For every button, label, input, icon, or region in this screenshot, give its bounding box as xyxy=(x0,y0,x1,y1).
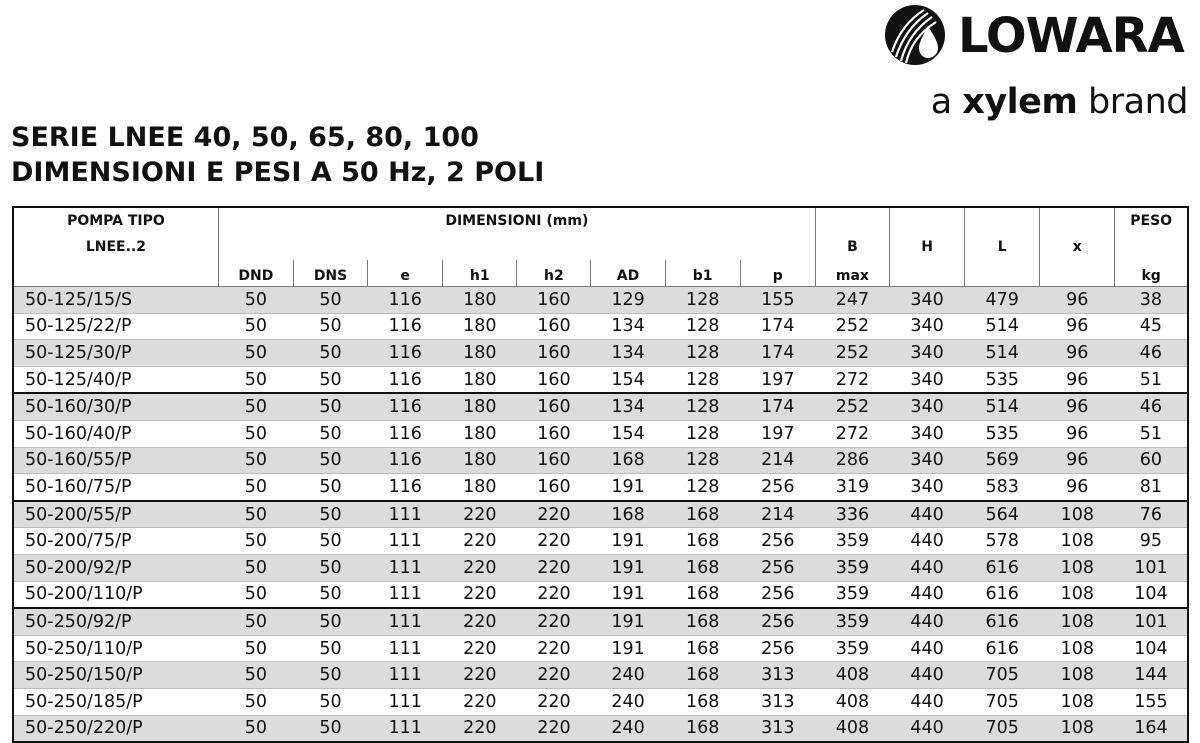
cell-value: 180 xyxy=(443,366,517,393)
cell-value: 111 xyxy=(368,581,443,608)
cell-value: 164 xyxy=(1115,715,1188,742)
cell-value: 220 xyxy=(443,581,517,608)
cell-value: 160 xyxy=(517,340,591,367)
cell-value: 359 xyxy=(815,554,889,581)
cell-value: 160 xyxy=(517,393,591,420)
header-h: H xyxy=(889,234,964,260)
cell-value: 191 xyxy=(591,608,665,635)
cell-value: 616 xyxy=(965,608,1040,635)
cell-value: 191 xyxy=(591,581,665,608)
cell-value: 116 xyxy=(368,393,443,420)
cell-value: 440 xyxy=(889,715,964,742)
cell-value: 616 xyxy=(965,554,1040,581)
cell-value: 46 xyxy=(1115,393,1188,420)
cell-pump-model: 50-200/110/P xyxy=(13,581,218,608)
cell-value: 220 xyxy=(443,635,517,662)
header-h1: h1 xyxy=(443,260,517,287)
table-row xyxy=(13,474,1188,501)
cell-value: 256 xyxy=(740,608,815,635)
cell-value: 96 xyxy=(1040,447,1115,474)
cell-value: 514 xyxy=(965,340,1040,367)
cell-value: 128 xyxy=(665,366,740,393)
cell-value: 214 xyxy=(740,447,815,474)
cell-value: 111 xyxy=(368,715,443,742)
cell-value: 220 xyxy=(443,554,517,581)
cell-value: 240 xyxy=(591,688,665,715)
header-dnd: DND xyxy=(218,260,293,287)
cell-value: 440 xyxy=(889,581,964,608)
cell-value: 108 xyxy=(1040,501,1115,528)
header-h2: h2 xyxy=(517,260,591,287)
cell-value: 50 xyxy=(218,474,293,501)
cell-value: 116 xyxy=(368,447,443,474)
cell-value: 111 xyxy=(368,635,443,662)
cell-value: 128 xyxy=(665,474,740,501)
cell-value: 134 xyxy=(591,313,665,340)
tagline-prefix: a xyxy=(930,82,952,122)
cell-value: 174 xyxy=(740,393,815,420)
cell-value: 313 xyxy=(740,688,815,715)
cell-value: 50 xyxy=(218,501,293,528)
cell-value: 564 xyxy=(965,501,1040,528)
cell-value: 220 xyxy=(517,688,591,715)
cell-value: 50 xyxy=(218,715,293,742)
cell-value: 46 xyxy=(1115,340,1188,367)
cell-value: 408 xyxy=(815,688,889,715)
cell-value: 96 xyxy=(1040,287,1115,314)
cell-value: 51 xyxy=(1115,420,1188,447)
cell-value: 191 xyxy=(591,635,665,662)
cell-value: 96 xyxy=(1040,474,1115,501)
cell-value: 51 xyxy=(1115,366,1188,393)
cell-value: 128 xyxy=(665,287,740,314)
header-x: x xyxy=(1040,234,1115,260)
cell-value: 616 xyxy=(965,635,1040,662)
cell-value: 180 xyxy=(443,420,517,447)
table-body xyxy=(13,287,1188,743)
cell-value: 128 xyxy=(665,420,740,447)
cell-value: 50 xyxy=(293,581,367,608)
cell-value: 168 xyxy=(665,608,740,635)
cell-value: 96 xyxy=(1040,420,1115,447)
cell-value: 440 xyxy=(889,608,964,635)
cell-value: 108 xyxy=(1040,635,1115,662)
cell-value: 180 xyxy=(443,340,517,367)
cell-pump-model: 50-160/30/P xyxy=(13,393,218,420)
cell-value: 220 xyxy=(517,581,591,608)
cell-value: 340 xyxy=(889,447,964,474)
table-row xyxy=(13,608,1188,635)
cell-value: 111 xyxy=(368,608,443,635)
cell-value: 479 xyxy=(965,287,1040,314)
cell-value: 256 xyxy=(740,474,815,501)
header-dns: DNS xyxy=(293,260,367,287)
cell-value: 168 xyxy=(665,581,740,608)
cell-value: 220 xyxy=(443,662,517,689)
cell-value: 45 xyxy=(1115,313,1188,340)
cell-pump-model: 50-125/30/P xyxy=(13,340,218,367)
cell-pump-model: 50-250/185/P xyxy=(13,688,218,715)
cell-value: 50 xyxy=(293,287,367,314)
cell-value: 220 xyxy=(517,608,591,635)
cell-value: 578 xyxy=(965,528,1040,555)
cell-value: 116 xyxy=(368,474,443,501)
cell-value: 128 xyxy=(665,393,740,420)
cell-value: 116 xyxy=(368,340,443,367)
cell-value: 174 xyxy=(740,313,815,340)
cell-value: 247 xyxy=(815,287,889,314)
cell-value: 101 xyxy=(1115,554,1188,581)
cell-value: 440 xyxy=(889,554,964,581)
cell-value: 440 xyxy=(889,635,964,662)
header-ad: AD xyxy=(591,260,665,287)
cell-value: 108 xyxy=(1040,554,1115,581)
table-row xyxy=(13,340,1188,367)
lowara-swirl-drop-icon xyxy=(884,4,946,66)
cell-value: 50 xyxy=(293,554,367,581)
cell-value: 359 xyxy=(815,581,889,608)
cell-value: 180 xyxy=(443,393,517,420)
cell-value: 440 xyxy=(889,688,964,715)
title-line-1: SERIE LNEE 40, 50, 65, 80, 100 xyxy=(11,122,479,153)
cell-value: 180 xyxy=(443,287,517,314)
cell-value: 440 xyxy=(889,501,964,528)
cell-value: 116 xyxy=(368,366,443,393)
cell-value: 50 xyxy=(293,313,367,340)
cell-value: 340 xyxy=(889,393,964,420)
cell-value: 340 xyxy=(889,420,964,447)
cell-pump-model: 50-200/92/P xyxy=(13,554,218,581)
cell-value: 50 xyxy=(218,393,293,420)
cell-value: 160 xyxy=(517,313,591,340)
table-row xyxy=(13,393,1188,420)
cell-value: 116 xyxy=(368,313,443,340)
cell-value: 50 xyxy=(218,287,293,314)
cell-value: 240 xyxy=(591,662,665,689)
cell-value: 514 xyxy=(965,313,1040,340)
cell-value: 50 xyxy=(218,662,293,689)
cell-value: 583 xyxy=(965,474,1040,501)
header-pump-type: POMPA TIPO xyxy=(67,213,165,229)
cell-value: 50 xyxy=(218,554,293,581)
cell-value: 180 xyxy=(443,447,517,474)
cell-value: 116 xyxy=(368,287,443,314)
cell-value: 220 xyxy=(517,554,591,581)
cell-value: 252 xyxy=(815,393,889,420)
cell-value: 191 xyxy=(591,474,665,501)
cell-value: 359 xyxy=(815,608,889,635)
cell-value: 168 xyxy=(591,447,665,474)
cell-value: 50 xyxy=(218,313,293,340)
page-title xyxy=(11,120,544,190)
header-l: L xyxy=(965,234,1040,260)
cell-value: 336 xyxy=(815,501,889,528)
cell-value: 50 xyxy=(293,420,367,447)
cell-value: 50 xyxy=(218,688,293,715)
cell-value: 160 xyxy=(517,366,591,393)
cell-pump-model: 50-250/150/P xyxy=(13,662,218,689)
header-b1: b1 xyxy=(665,260,740,287)
cell-value: 705 xyxy=(965,662,1040,689)
table-row xyxy=(13,635,1188,662)
cell-value: 96 xyxy=(1040,366,1115,393)
cell-value: 128 xyxy=(665,447,740,474)
cell-value: 340 xyxy=(889,474,964,501)
cell-value: 168 xyxy=(665,635,740,662)
table-row xyxy=(13,313,1188,340)
cell-value: 313 xyxy=(740,662,815,689)
cell-value: 705 xyxy=(965,688,1040,715)
cell-pump-model: 50-125/15/S xyxy=(13,287,218,314)
cell-value: 514 xyxy=(965,393,1040,420)
cell-value: 160 xyxy=(517,287,591,314)
table-row xyxy=(13,420,1188,447)
cell-value: 108 xyxy=(1040,715,1115,742)
cell-value: 134 xyxy=(591,340,665,367)
cell-value: 144 xyxy=(1115,662,1188,689)
cell-value: 96 xyxy=(1040,393,1115,420)
cell-pump-model: 50-160/40/P xyxy=(13,420,218,447)
cell-value: 214 xyxy=(740,501,815,528)
cell-value: 191 xyxy=(591,528,665,555)
cell-value: 197 xyxy=(740,420,815,447)
cell-value: 535 xyxy=(965,420,1040,447)
cell-value: 50 xyxy=(218,581,293,608)
table-row xyxy=(13,554,1188,581)
cell-value: 252 xyxy=(815,340,889,367)
header-pump-model: LNEE..2 xyxy=(85,239,146,255)
cell-value: 111 xyxy=(368,688,443,715)
cell-value: 108 xyxy=(1040,581,1115,608)
cell-value: 50 xyxy=(218,608,293,635)
cell-value: 440 xyxy=(889,528,964,555)
cell-value: 408 xyxy=(815,715,889,742)
cell-value: 50 xyxy=(293,688,367,715)
cell-value: 50 xyxy=(293,366,367,393)
brand-name: LOWARA xyxy=(958,8,1184,64)
cell-value: 180 xyxy=(443,474,517,501)
cell-value: 174 xyxy=(740,340,815,367)
header-weight-unit: kg xyxy=(1115,260,1188,287)
cell-value: 95 xyxy=(1115,528,1188,555)
cell-value: 705 xyxy=(965,715,1040,742)
cell-value: 340 xyxy=(889,313,964,340)
cell-value: 272 xyxy=(815,366,889,393)
cell-value: 191 xyxy=(591,554,665,581)
cell-value: 50 xyxy=(293,474,367,501)
cell-value: 96 xyxy=(1040,340,1115,367)
cell-value: 76 xyxy=(1115,501,1188,528)
cell-value: 220 xyxy=(517,528,591,555)
cell-value: 134 xyxy=(591,393,665,420)
cell-value: 340 xyxy=(889,287,964,314)
cell-value: 111 xyxy=(368,501,443,528)
dimensions-table xyxy=(12,206,1189,743)
cell-value: 256 xyxy=(740,554,815,581)
cell-value: 340 xyxy=(889,340,964,367)
cell-value: 160 xyxy=(517,474,591,501)
cell-pump-model: 50-200/75/P xyxy=(13,528,218,555)
cell-value: 50 xyxy=(218,340,293,367)
cell-value: 340 xyxy=(889,366,964,393)
table-row xyxy=(13,366,1188,393)
cell-value: 50 xyxy=(293,635,367,662)
cell-value: 60 xyxy=(1115,447,1188,474)
cell-value: 50 xyxy=(218,447,293,474)
cell-value: 240 xyxy=(591,715,665,742)
cell-value: 128 xyxy=(665,340,740,367)
cell-value: 220 xyxy=(517,501,591,528)
cell-value: 50 xyxy=(218,366,293,393)
cell-value: 319 xyxy=(815,474,889,501)
cell-value: 50 xyxy=(293,501,367,528)
cell-pump-model: 50-250/110/P xyxy=(13,635,218,662)
header-e: e xyxy=(368,260,443,287)
title-line-2: DIMENSIONI E PESI A 50 Hz, 2 POLI xyxy=(11,157,545,188)
cell-value: 50 xyxy=(293,447,367,474)
cell-pump-model: 50-125/40/P xyxy=(13,366,218,393)
cell-value: 111 xyxy=(368,528,443,555)
table-row xyxy=(13,528,1188,555)
cell-value: 168 xyxy=(665,528,740,555)
tagline-brand: xylem xyxy=(962,82,1078,122)
cell-value: 108 xyxy=(1040,528,1115,555)
cell-value: 50 xyxy=(293,340,367,367)
cell-value: 50 xyxy=(293,528,367,555)
cell-value: 359 xyxy=(815,528,889,555)
cell-value: 256 xyxy=(740,635,815,662)
cell-value: 101 xyxy=(1115,608,1188,635)
cell-value: 129 xyxy=(591,287,665,314)
cell-value: 160 xyxy=(517,447,591,474)
table-row xyxy=(13,501,1188,528)
header-b: B xyxy=(815,234,889,260)
cell-value: 220 xyxy=(443,688,517,715)
cell-value: 180 xyxy=(443,313,517,340)
table-header xyxy=(13,207,1188,287)
cell-value: 155 xyxy=(1115,688,1188,715)
cell-value: 108 xyxy=(1040,608,1115,635)
cell-value: 116 xyxy=(368,420,443,447)
cell-value: 50 xyxy=(293,393,367,420)
cell-value: 197 xyxy=(740,366,815,393)
cell-value: 50 xyxy=(293,715,367,742)
cell-pump-model: 50-160/55/P xyxy=(13,447,218,474)
cell-value: 256 xyxy=(740,581,815,608)
table-row xyxy=(13,287,1188,314)
cell-value: 220 xyxy=(517,715,591,742)
cell-value: 154 xyxy=(591,366,665,393)
cell-value: 168 xyxy=(665,554,740,581)
cell-value: 168 xyxy=(665,501,740,528)
cell-value: 535 xyxy=(965,366,1040,393)
cell-value: 256 xyxy=(740,528,815,555)
cell-pump-model: 50-125/22/P xyxy=(13,313,218,340)
cell-value: 220 xyxy=(443,608,517,635)
cell-value: 104 xyxy=(1115,581,1188,608)
cell-value: 220 xyxy=(517,662,591,689)
header-p: p xyxy=(740,260,815,287)
cell-value: 108 xyxy=(1040,688,1115,715)
cell-value: 168 xyxy=(591,501,665,528)
table-row xyxy=(13,662,1188,689)
table-row xyxy=(13,581,1188,608)
cell-value: 81 xyxy=(1115,474,1188,501)
header-weight: PESO xyxy=(1115,207,1188,234)
table-row xyxy=(13,688,1188,715)
tagline-suffix: brand xyxy=(1088,82,1188,122)
cell-pump-model: 50-250/220/P xyxy=(13,715,218,742)
cell-value: 220 xyxy=(443,501,517,528)
cell-value: 50 xyxy=(218,420,293,447)
cell-value: 168 xyxy=(665,688,740,715)
cell-value: 155 xyxy=(740,287,815,314)
cell-value: 128 xyxy=(665,313,740,340)
header-b-max: max xyxy=(815,260,889,287)
cell-pump-model: 50-250/92/P xyxy=(13,608,218,635)
cell-value: 50 xyxy=(218,635,293,662)
cell-value: 38 xyxy=(1115,287,1188,314)
cell-value: 252 xyxy=(815,313,889,340)
table-row xyxy=(13,447,1188,474)
cell-value: 616 xyxy=(965,581,1040,608)
cell-value: 313 xyxy=(740,715,815,742)
cell-value: 111 xyxy=(368,554,443,581)
table-row xyxy=(13,715,1188,742)
cell-pump-model: 50-160/75/P xyxy=(13,474,218,501)
cell-value: 160 xyxy=(517,420,591,447)
cell-value: 96 xyxy=(1040,313,1115,340)
cell-value: 50 xyxy=(218,528,293,555)
cell-value: 220 xyxy=(443,715,517,742)
cell-value: 104 xyxy=(1115,635,1188,662)
cell-value: 168 xyxy=(665,662,740,689)
cell-value: 108 xyxy=(1040,662,1115,689)
cell-value: 50 xyxy=(293,662,367,689)
cell-value: 154 xyxy=(591,420,665,447)
cell-value: 111 xyxy=(368,662,443,689)
brand-tagline xyxy=(931,80,1188,124)
cell-value: 168 xyxy=(665,715,740,742)
cell-value: 50 xyxy=(293,608,367,635)
cell-value: 440 xyxy=(889,662,964,689)
cell-value: 286 xyxy=(815,447,889,474)
cell-value: 408 xyxy=(815,662,889,689)
cell-value: 220 xyxy=(517,635,591,662)
cell-pump-model: 50-200/55/P xyxy=(13,501,218,528)
header-dimensions: DIMENSIONI (mm) xyxy=(218,207,815,234)
cell-value: 569 xyxy=(965,447,1040,474)
cell-value: 220 xyxy=(443,528,517,555)
cell-value: 272 xyxy=(815,420,889,447)
cell-value: 359 xyxy=(815,635,889,662)
brand-logo xyxy=(884,4,1190,68)
